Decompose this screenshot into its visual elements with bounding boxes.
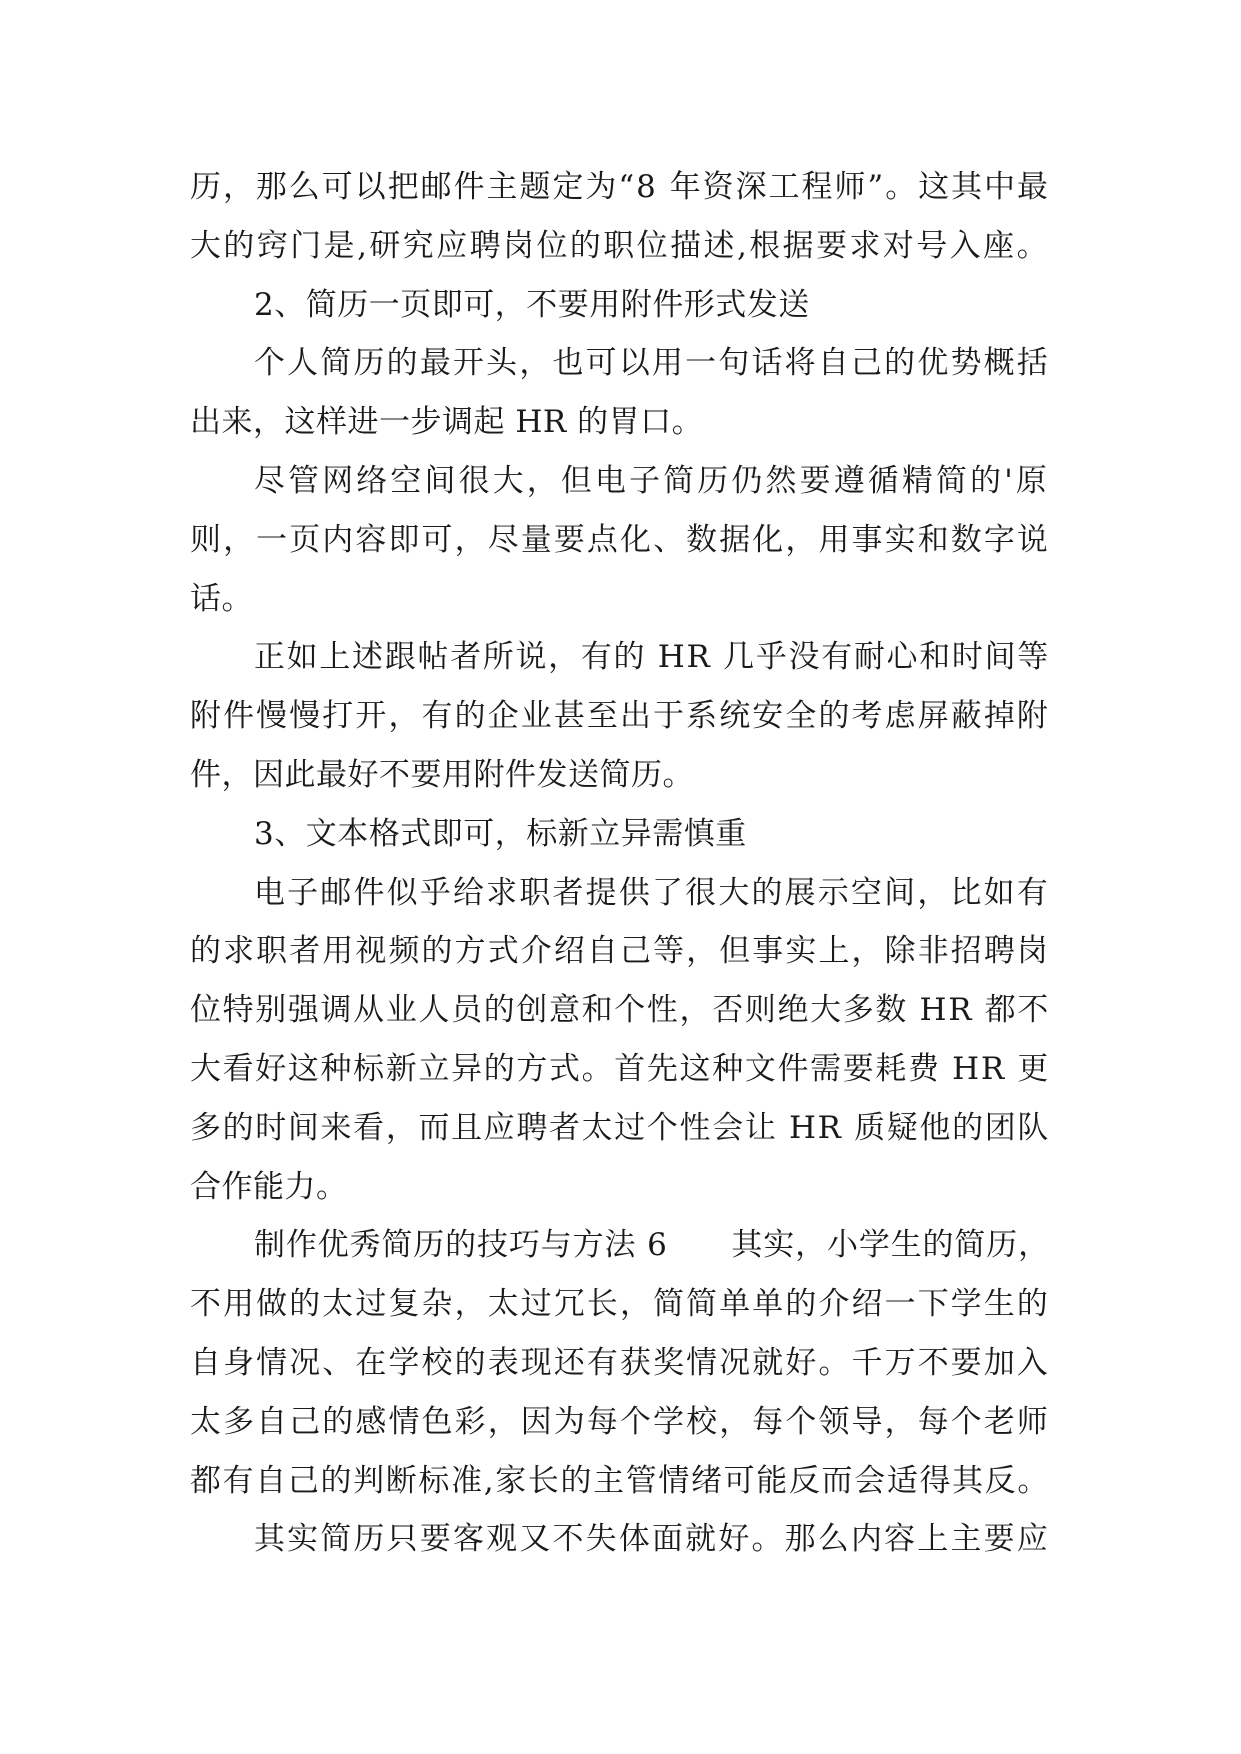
text-line: 自身情况、在学校的表现还有获奖情况就好。千万不要加入 (190, 1344, 1050, 1381)
text-line: 位特别强调从业人员的创意和个性，否则绝大多数 HR 都不 (190, 992, 1050, 1029)
text-line: 正如上述跟帖者所说，有的 HR 几乎没有耐心和时间等 (254, 639, 1050, 676)
text-line: 都有自己的判断标准,家长的主管情绪可能反而会适得其反。 (190, 1462, 1050, 1499)
text-line: 不用做的太过复杂，太过冗长，简简单单的介绍一下学生的 (190, 1286, 1050, 1323)
text-line: 其实简历只要客观又不失体面就好。那么内容上主要应 (254, 1521, 1050, 1558)
text-line: 件，因此最好不要用附件发送简历。 (190, 756, 694, 793)
text-line: 3、文本格式即可，标新立异需慎重 (254, 815, 747, 852)
text-line: 个人简历的最开头，也可以用一句话将自己的优势概括 (254, 345, 1050, 382)
text-line: 电子邮件似乎给求职者提供了很大的展示空间，比如有 (254, 874, 1050, 911)
text-line: 则，一页内容即可，尽量要点化、数据化，用事实和数字说 (190, 521, 1050, 558)
text-line: 出来，这样进一步调起 HR 的胃口。 (190, 404, 704, 441)
text-line: 的求职者用视频的方式介绍自己等，但事实上，除非招聘岗 (190, 933, 1050, 970)
text-line: 大看好这种标新立异的方式。首先这种文件需要耗费 HR 更 (190, 1050, 1050, 1087)
text-line: 多的时间来看，而且应聘者太过个性会让 HR 质疑他的团队 (190, 1109, 1050, 1146)
text-line: 尽管网络空间很大，但电子简历仍然要遵循精简的'原 (254, 462, 1050, 499)
document-body (190, 158, 1050, 1569)
text-line: 太多自己的感情色彩，因为每个学校，每个领导，每个老师 (190, 1403, 1050, 1440)
text-line: 制作优秀简历的技巧与方法 6 其实，小学生的简历， (254, 1227, 1050, 1264)
text-line: 2、简历一页即可，不要用附件形式发送 (254, 286, 810, 323)
text-line: 历，那么可以把邮件主题定为“8 年资深工程师”。这其中最 (190, 169, 1050, 205)
text-line: 合作能力。 (190, 1168, 348, 1205)
text-line: 大的窍门是,研究应聘岗位的职位描述,根据要求对号入座。 (190, 227, 1050, 264)
text-line: 话。 (190, 580, 253, 617)
text-line: 附件慢慢打开，有的企业甚至出于系统安全的考虑屏蔽掉附 (190, 698, 1050, 735)
